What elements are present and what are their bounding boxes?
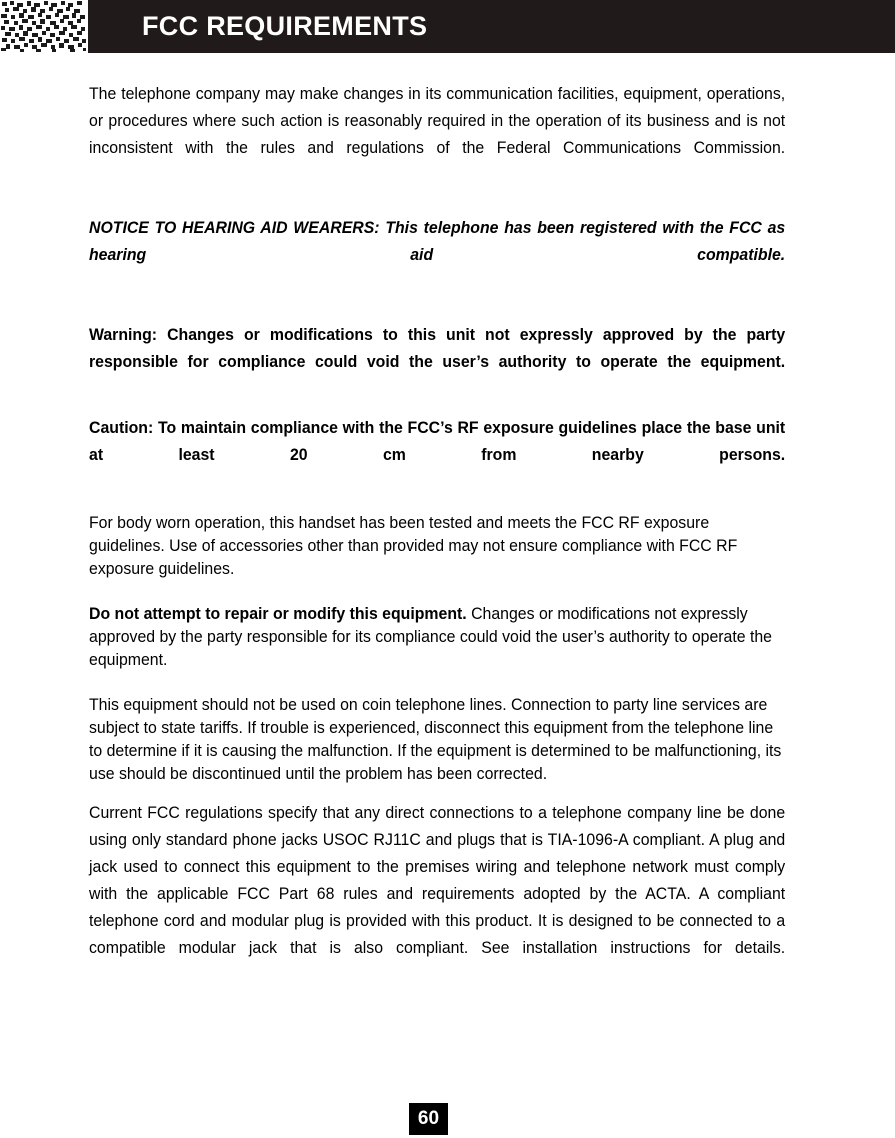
spacer <box>89 295 785 321</box>
paragraph-do-not-repair <box>89 602 785 671</box>
paragraph-hearing-aid-notice: NOTICE TO HEARING AID WEARERS: This telephone has been registered with the FCC as hearing aid compatible. <box>89 218 786 264</box>
noise-pattern-icon <box>0 0 88 53</box>
paragraph-body-worn-operation: For body worn operation, this handset has been tested and meets the FCC RF exposure guidelines. Use of accessories other than provided may not ensure compliance with FCC RF exposure guidelines. <box>89 513 738 578</box>
spacer <box>89 495 785 511</box>
spacer <box>89 402 785 414</box>
spacer <box>89 785 785 799</box>
page-header <box>0 0 895 53</box>
page-title: FCC REQUIREMENTS <box>142 11 428 41</box>
paragraph-caution: Caution: To maintain compliance with the FCC’s RF exposure guidelines place the base unit at least 20 cm from nearby persons. <box>89 418 786 464</box>
spacer <box>89 580 785 602</box>
repair-lead-text: Do not attempt to repair or modify this equipment. <box>89 604 467 623</box>
spacer <box>89 671 785 693</box>
paragraph-warning: Warning: Changes or modifications to this unit not expressly approved by the party responsible for compliance could void the user’s authority to operate the equipment. <box>89 325 786 371</box>
paragraph-coin-telephone-lines: This equipment should not be used on coin telephone lines. Connection to party line services are subject to state tariffs. If trouble is experienced, disconnect this equipment from the telephone line to determine if it is causing the malfunction. If the equipment is determined to be malfunctioning, its use should be discontinued until the problem has been corrected. <box>89 695 782 783</box>
paragraph-fcc-regulations: Current FCC regulations specify that any direct connections to a telephone company line be done using only standard phone jacks USOC RJ11C and plugs that is TIA-1096-A compliant. A plug and jack used to connect this equipment to the premises wiring and telephone network must comply with the applicable FCC Part 68 rules and requirements adopted by the ACTA. A compliant telephone cord and modular plug is provided with this product. It is designed to be connected to a compatible modular jack that is also compliant. See installation instructions for details. <box>89 803 786 957</box>
paragraph-telephone-company: The telephone company may make changes in its communication facilities, equipment, operations, or procedures where such action is reasonably required in the operation of its business and is not inconsistent with the rules and regulations of the Federal Communications Commission. <box>89 84 786 157</box>
document-content <box>89 80 785 988</box>
page-number-badge: 60 <box>409 1103 448 1135</box>
repair-rest-text: Changes or modifications not expressly approved by the party responsible for its compliance could void the user’s authority to operate the equipment. <box>89 604 773 669</box>
spacer <box>89 188 785 214</box>
